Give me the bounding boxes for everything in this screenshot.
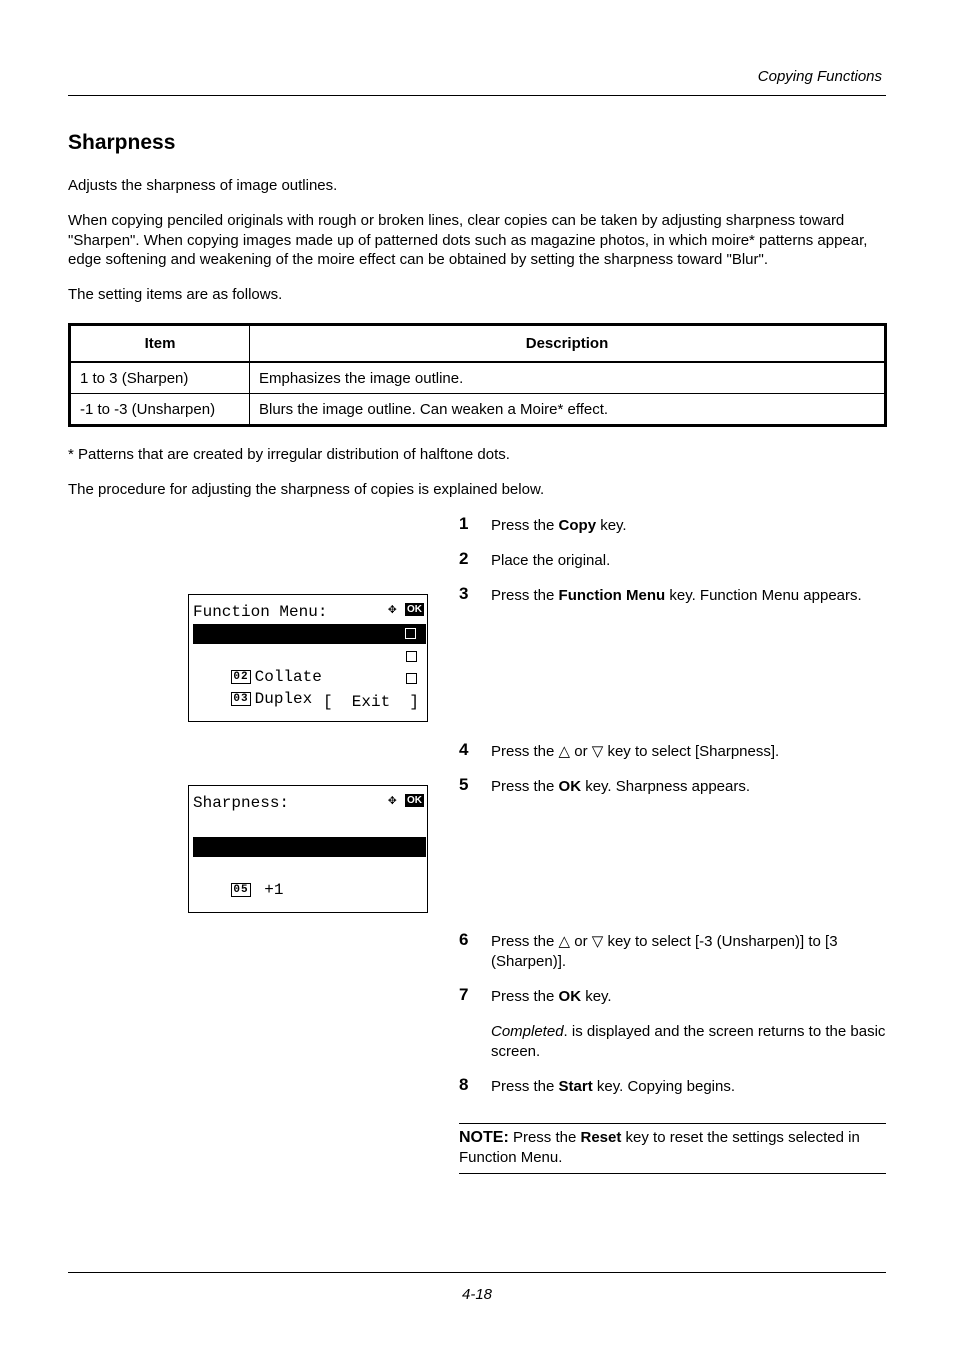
lcd-menu-item: [193, 815, 427, 835]
note-label: NOTE:: [459, 1129, 509, 1146]
ok-icon: OK: [407, 603, 422, 615]
table-cell: Blurs the image outline. Can weaken a Moire* effect.: [250, 394, 886, 426]
table-row: [70, 362, 886, 394]
lcd-icons: [388, 601, 424, 618]
page-number: 4-18: [461, 1286, 493, 1303]
step-text: Press the Function Menu key. Function Menu appears.: [491, 587, 862, 604]
step-number: 2: [459, 549, 469, 568]
item-number: 05: [233, 883, 249, 896]
lcd-menu-item-selected: 01 Paper Selection: [193, 624, 426, 644]
item-number: 01: [233, 647, 249, 660]
description-paragraph: When copying penciled originals with rough or broken lines, clear copies can be taken by adjusting sharpness toward "Sharpen". When copying images made up of patterned dots such as magazine photos, in which moire* patterns appear, edge softening and weakening of the moire effect can be obtained by setting the sharpness toward "Blur".: [68, 212, 868, 268]
setting-items-intro: The setting items are as follows.: [68, 286, 283, 303]
footer-rule: [68, 1272, 886, 1273]
lcd-title: Sharpness:: [193, 794, 290, 812]
step-text: Press the OK key. Sharpness appears.: [491, 778, 751, 795]
lcd-menu-item: 02 Collate: [193, 647, 427, 667]
step-text: Press the △ or ▽ key to select [Sharpness].: [491, 743, 780, 760]
column-header-description: Description: [250, 325, 886, 363]
lcd-menu-item: 03 Duplex: [193, 669, 427, 689]
running-header: Copying Functions: [757, 68, 882, 85]
table-header-row: [70, 325, 886, 363]
intro-text: Adjusts the sharpness of image outlines.: [68, 177, 338, 194]
lcd-menu-item: 05 +1: [233, 881, 284, 899]
note-box: NOTE: Press the Reset key to reset the settings selected in Function Menu.: [459, 1123, 886, 1174]
step-number: 4: [459, 740, 469, 759]
step-number: 7: [459, 985, 469, 1004]
step-number: 8: [459, 1075, 469, 1094]
step-text: Press the △ or ▽ key to select [-3 (Unsharpen)] to [3 (Sharpen)].: [491, 933, 838, 970]
navigation-arrows-icon: ✥: [388, 602, 397, 618]
step-7-result: Completed. is displayed and the screen returns to the basic screen.: [491, 1023, 886, 1060]
checkbox-icon: [406, 673, 417, 684]
settings-table: [68, 323, 887, 427]
table-cell: Emphasizes the image outline.: [250, 362, 886, 394]
lcd-title: Function Menu:: [193, 603, 328, 621]
step-text: Place the original.: [491, 552, 611, 569]
header-rule: [68, 95, 886, 96]
step-number: 1: [459, 514, 469, 533]
step-text: Press the Copy key.: [491, 517, 627, 534]
column-header-item: Item: [70, 325, 250, 363]
lcd-softkey-exit: [ Exit ]: [322, 693, 419, 711]
footnote: * Patterns that are created by irregular distribution of halftone dots.: [68, 446, 510, 463]
checkbox-icon: [405, 628, 416, 639]
lcd-icons: [388, 792, 424, 809]
item-number: 04: [233, 860, 249, 873]
step-number: 3: [459, 584, 469, 603]
item-number: 03: [233, 692, 249, 705]
step-number: 5: [459, 775, 469, 794]
table-row: [70, 394, 886, 426]
lcd-sharpness: [188, 785, 428, 913]
procedure-intro: The procedure for adjusting the sharpness of copies is explained below.: [68, 481, 545, 498]
item-number: 02: [233, 670, 249, 683]
table-cell: -1 to -3 (Unsharpen): [70, 394, 250, 426]
step-number: 6: [459, 930, 469, 949]
lcd-menu-item-selected: 04 *0: [193, 837, 426, 857]
step-text: Press the OK key.: [491, 988, 612, 1005]
lcd-function-menu: [188, 594, 428, 722]
step-text: Press the Start key. Copying begins.: [491, 1078, 736, 1095]
ok-icon: OK: [407, 794, 422, 806]
navigation-arrows-icon: ✥: [388, 793, 397, 809]
table-cell: 1 to 3 (Sharpen): [70, 362, 250, 394]
section-title: Sharpness: [68, 131, 176, 154]
checkbox-icon: [406, 651, 417, 662]
